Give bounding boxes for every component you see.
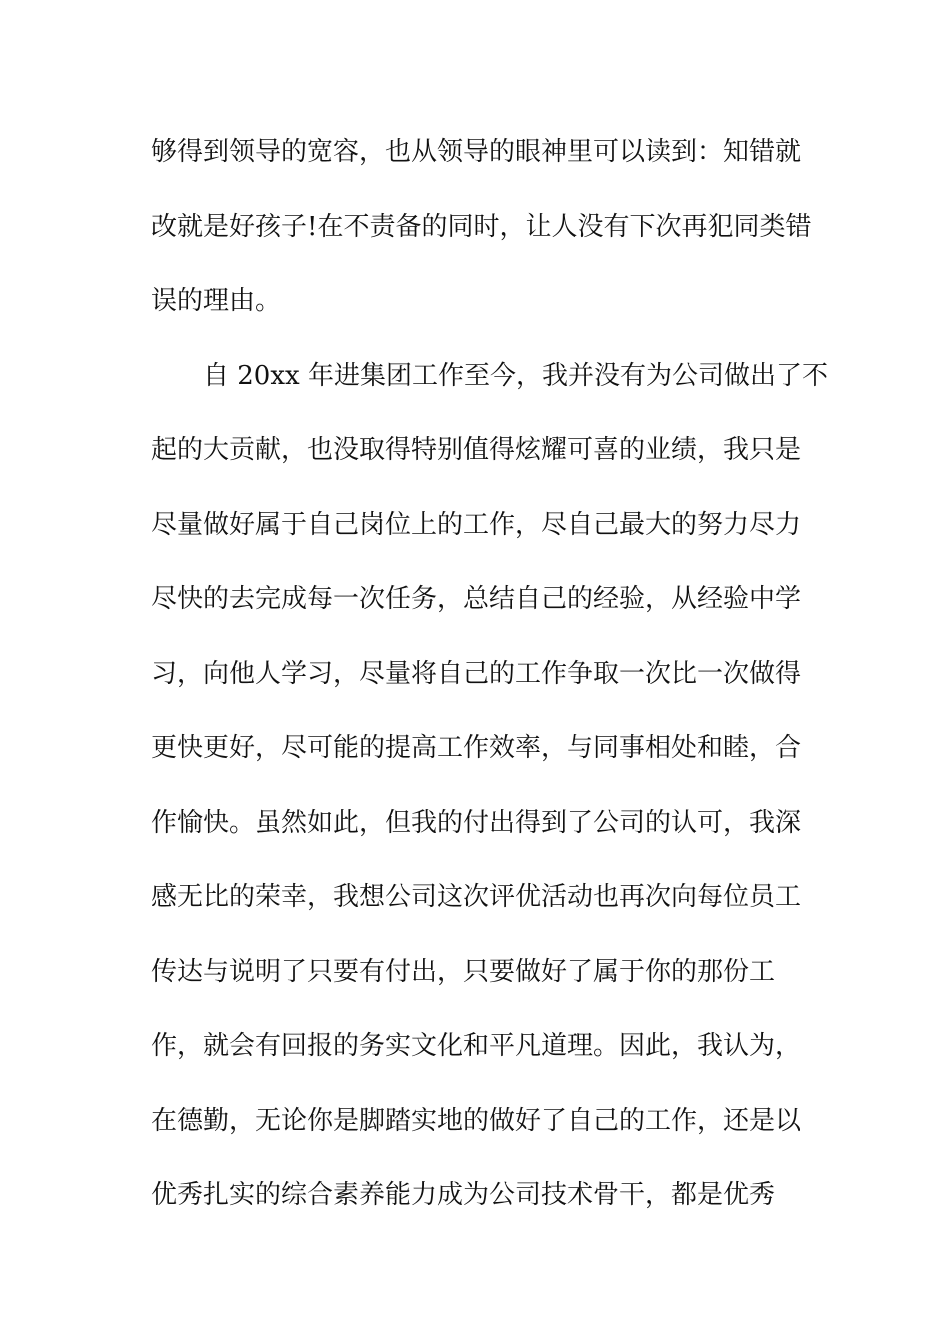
text-line: 在德勤，无论你是脚踏实地的做好了自己的工作，还是以 (151, 1105, 802, 1136)
body-text (151, 128, 828, 1246)
text-line: 误的理由。 (151, 286, 282, 316)
paragraph-first-line: 自 20xx 年进集团工作至今，我并没有为公司做出了不 (203, 360, 828, 391)
text-line: 尽量做好属于自己岗位上的工作，尽自己最大的努力尽力 (151, 509, 802, 540)
text-line: 起的大贡献，也没取得特别值得炫耀可喜的业绩，我只是 (151, 435, 802, 465)
text-line: 优秀扎实的综合素养能力成为公司技术骨干，都是优秀 (151, 1180, 776, 1210)
text-line: 作，就会有回报的务实文化和平凡道理。因此，我认为， (151, 1031, 802, 1061)
text-line: 更快更好，尽可能的提高工作效率，与同事相处和睦，合 (151, 733, 802, 763)
text-line: 感无比的荣幸，我想公司这次评优活动也再次向每位员工 (151, 882, 802, 912)
text-line: 改就是好孩子!在不责备的同时，让人没有下次再犯同类错 (151, 211, 812, 242)
text-line: 够得到领导的宽容，也从领导的眼神里可以读到：知错就 (151, 137, 802, 167)
text-line: 习，向他人学习，尽量将自己的工作争取一次比一次做得 (151, 658, 802, 689)
text-line: 尽快的去完成每一次任务，总结自己的经验，从经验中学 (151, 584, 802, 614)
text-line: 传达与说明了只要有付出，只要做好了属于你的那份工 (151, 956, 776, 987)
text-line: 作愉快。虽然如此，但我的付出得到了公司的认可，我深 (151, 807, 802, 838)
